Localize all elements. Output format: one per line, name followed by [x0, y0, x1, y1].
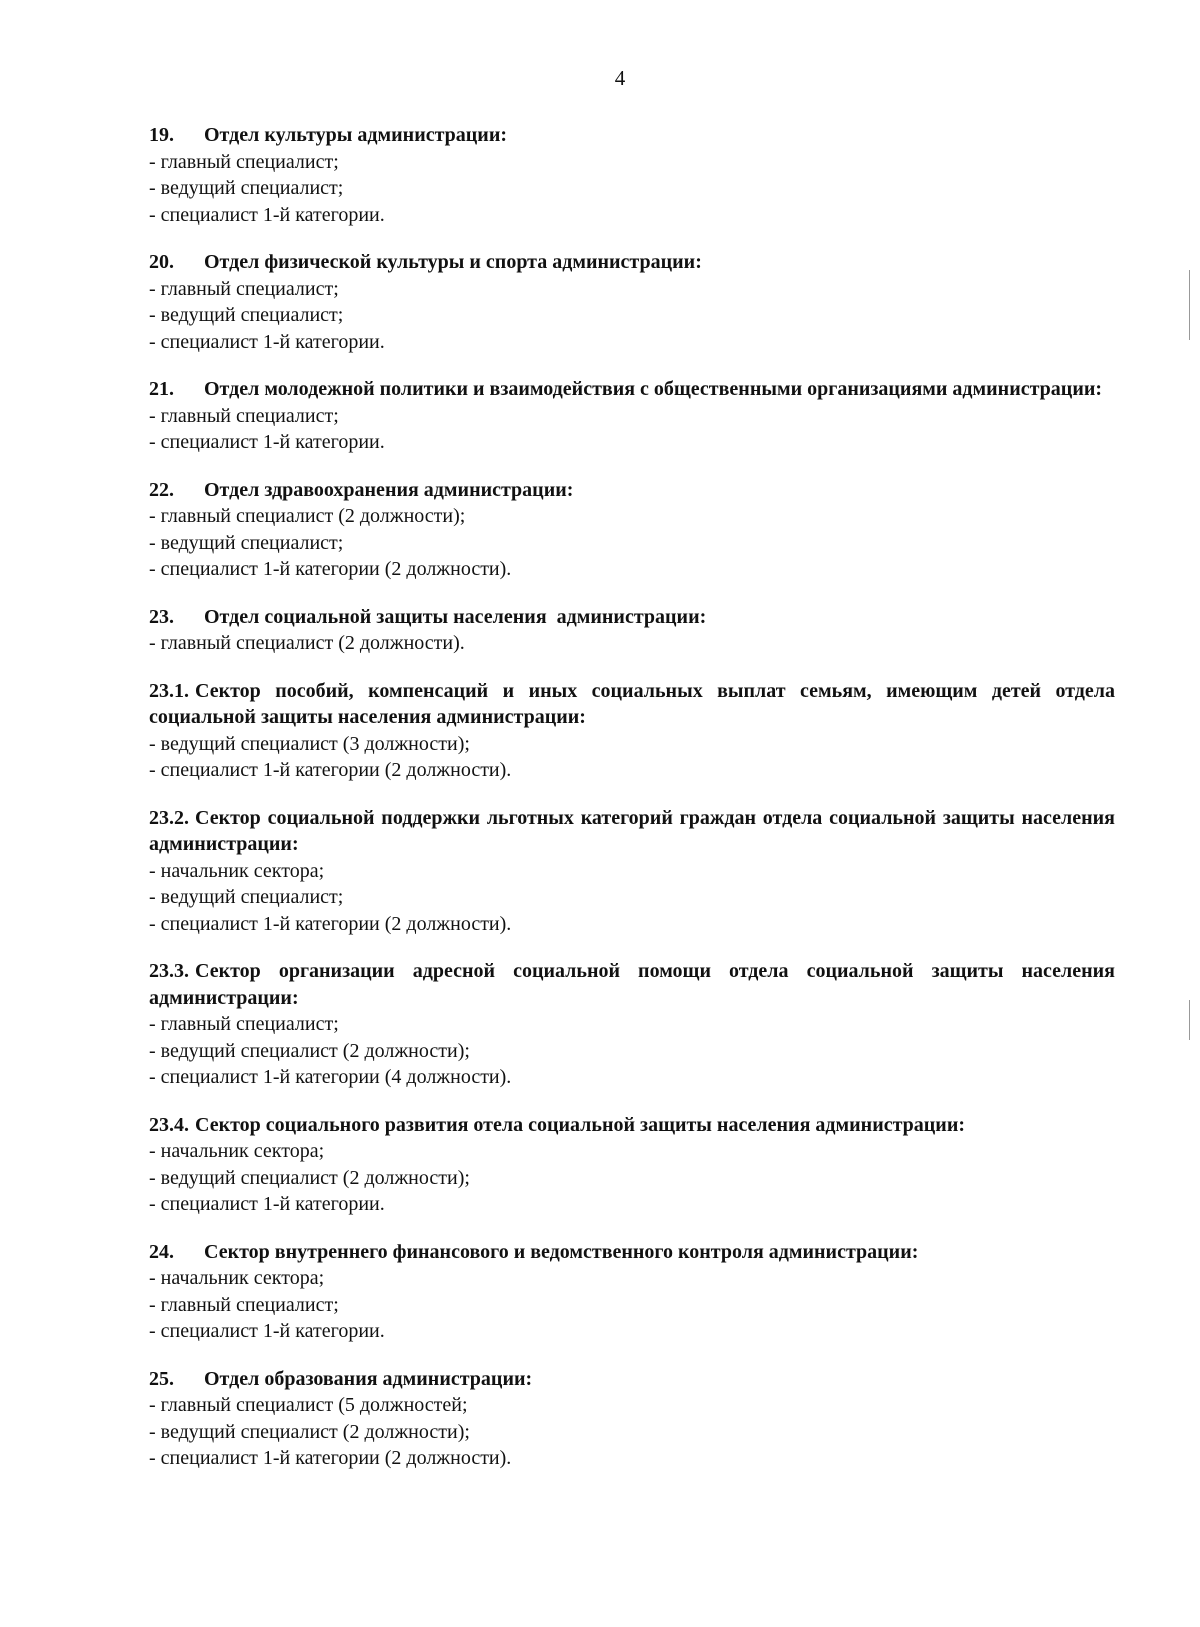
- section-25: [149, 1366, 1115, 1472]
- list-item: - специалист 1-й категории (2 должности).: [149, 759, 512, 781]
- section-title: Сектор социального развития отела социальной защиты населения администрации:: [195, 1113, 966, 1136]
- list-item: - ведущий специалист;: [149, 304, 344, 326]
- section-title: Сектор внутреннего финансового и ведомственного контроля администрации:: [204, 1240, 919, 1263]
- section-24: [149, 1239, 1115, 1345]
- section-title: Отдел культуры администрации:: [204, 124, 508, 146]
- section-title: Отдел здравоохранения администрации:: [204, 478, 574, 501]
- section-title: Отдел физической культуры и спорта администрации:: [204, 251, 702, 273]
- section-title: Отдел образования администрации:: [204, 1367, 533, 1390]
- list-item: - специалист 1-й категории.: [149, 1320, 385, 1342]
- section-heading: [149, 805, 1115, 858]
- section-heading: [149, 1112, 1115, 1139]
- section-number: 25.: [149, 1367, 174, 1390]
- section-heading: [149, 122, 1115, 149]
- section-heading: [149, 1366, 1115, 1393]
- list-item: - специалист 1-й категории.: [149, 203, 385, 226]
- scan-edge-mark: [1189, 270, 1190, 340]
- list-item: - специалист 1-й категории (4 должности).: [149, 1066, 512, 1088]
- section-heading: [149, 376, 1115, 403]
- scan-edge-mark: [1189, 1000, 1190, 1040]
- section-title: Сектор организации адресной социальной помощи отдела социальной защиты населения администрации:: [149, 960, 1115, 1009]
- section-title: Отдел молодежной политики и взаимодействия с общественными организациями администрации:: [204, 378, 1103, 400]
- page-number: 4: [614, 66, 626, 90]
- list-item: - ведущий специалист (2 должности);: [149, 1420, 470, 1443]
- section-20: [149, 249, 1115, 355]
- list-item: - главный специалист;: [149, 404, 339, 427]
- section-heading: [149, 604, 1115, 631]
- section-23-3: [149, 958, 1115, 1091]
- section-23-4: [149, 1112, 1115, 1218]
- section-21: [149, 376, 1115, 456]
- section-23-2: [149, 805, 1115, 938]
- section-heading: [149, 477, 1115, 504]
- section-number: 23.1.: [149, 679, 189, 702]
- list-item: - главный специалист;: [149, 1293, 339, 1316]
- list-item: - начальник сектора;: [149, 859, 325, 882]
- list-item: - ведущий специалист;: [149, 177, 344, 199]
- section-22: [149, 477, 1115, 583]
- list-item: - главный специалист;: [149, 277, 339, 300]
- section-23-1: [149, 678, 1115, 784]
- section-title: Сектор пособий, компенсаций и иных социальных выплат семьям, имеющим детей отдела социальной защиты населения администрации:: [149, 679, 1115, 728]
- list-item: - ведущий специалист (2 должности);: [149, 1039, 470, 1062]
- list-item: - начальник сектора;: [149, 1267, 325, 1289]
- section-number: 19.: [149, 124, 174, 146]
- section-number: 23.: [149, 605, 174, 628]
- list-item: - специалист 1-й категории.: [149, 1193, 385, 1215]
- section-number: 23.4.: [149, 1113, 189, 1136]
- list-item: - главный специалист (5 должностей;: [149, 1394, 468, 1416]
- section-number: 24.: [149, 1240, 174, 1263]
- list-item: - главный специалист (2 должности);: [149, 505, 466, 527]
- section-heading: [149, 1239, 1115, 1266]
- list-item: - главный специалист;: [149, 150, 339, 173]
- section-number: 20.: [149, 251, 174, 273]
- list-item: - главный специалист (2 должности).: [149, 632, 465, 654]
- section-23: [149, 604, 1115, 657]
- list-item: - ведущий специалист (2 должности);: [149, 1166, 470, 1189]
- section-title: Сектор социальной поддержки льготных категорий граждан отдела социальной защиты населения администрации:: [149, 806, 1115, 855]
- section-number: 23.2.: [149, 806, 189, 829]
- list-item: - специалист 1-й категории.: [149, 431, 385, 453]
- section-number: 23.3.: [149, 960, 189, 982]
- list-item: - начальник сектора;: [149, 1140, 325, 1162]
- list-item: - ведущий специалист (3 должности);: [149, 732, 470, 755]
- list-item: - ведущий специалист;: [149, 886, 344, 908]
- section-heading: [149, 249, 1115, 276]
- document-body: [149, 122, 1115, 1472]
- section-number: 21.: [149, 378, 174, 400]
- list-item: - специалист 1-й категории (2 должности).: [149, 912, 512, 935]
- list-item: - специалист 1-й категории.: [149, 330, 385, 353]
- section-number: 22.: [149, 478, 174, 501]
- section-title: Отдел социальной защиты населения администрации:: [204, 605, 707, 628]
- list-item: - специалист 1-й категории (2 должности).: [149, 558, 512, 580]
- list-item: - специалист 1-й категории (2 должности).: [149, 1447, 512, 1469]
- section-heading: [149, 678, 1115, 731]
- section-heading: [149, 958, 1115, 1011]
- list-item: - ведущий специалист;: [149, 531, 344, 554]
- section-19: [149, 122, 1115, 228]
- list-item: - главный специалист;: [149, 1013, 339, 1035]
